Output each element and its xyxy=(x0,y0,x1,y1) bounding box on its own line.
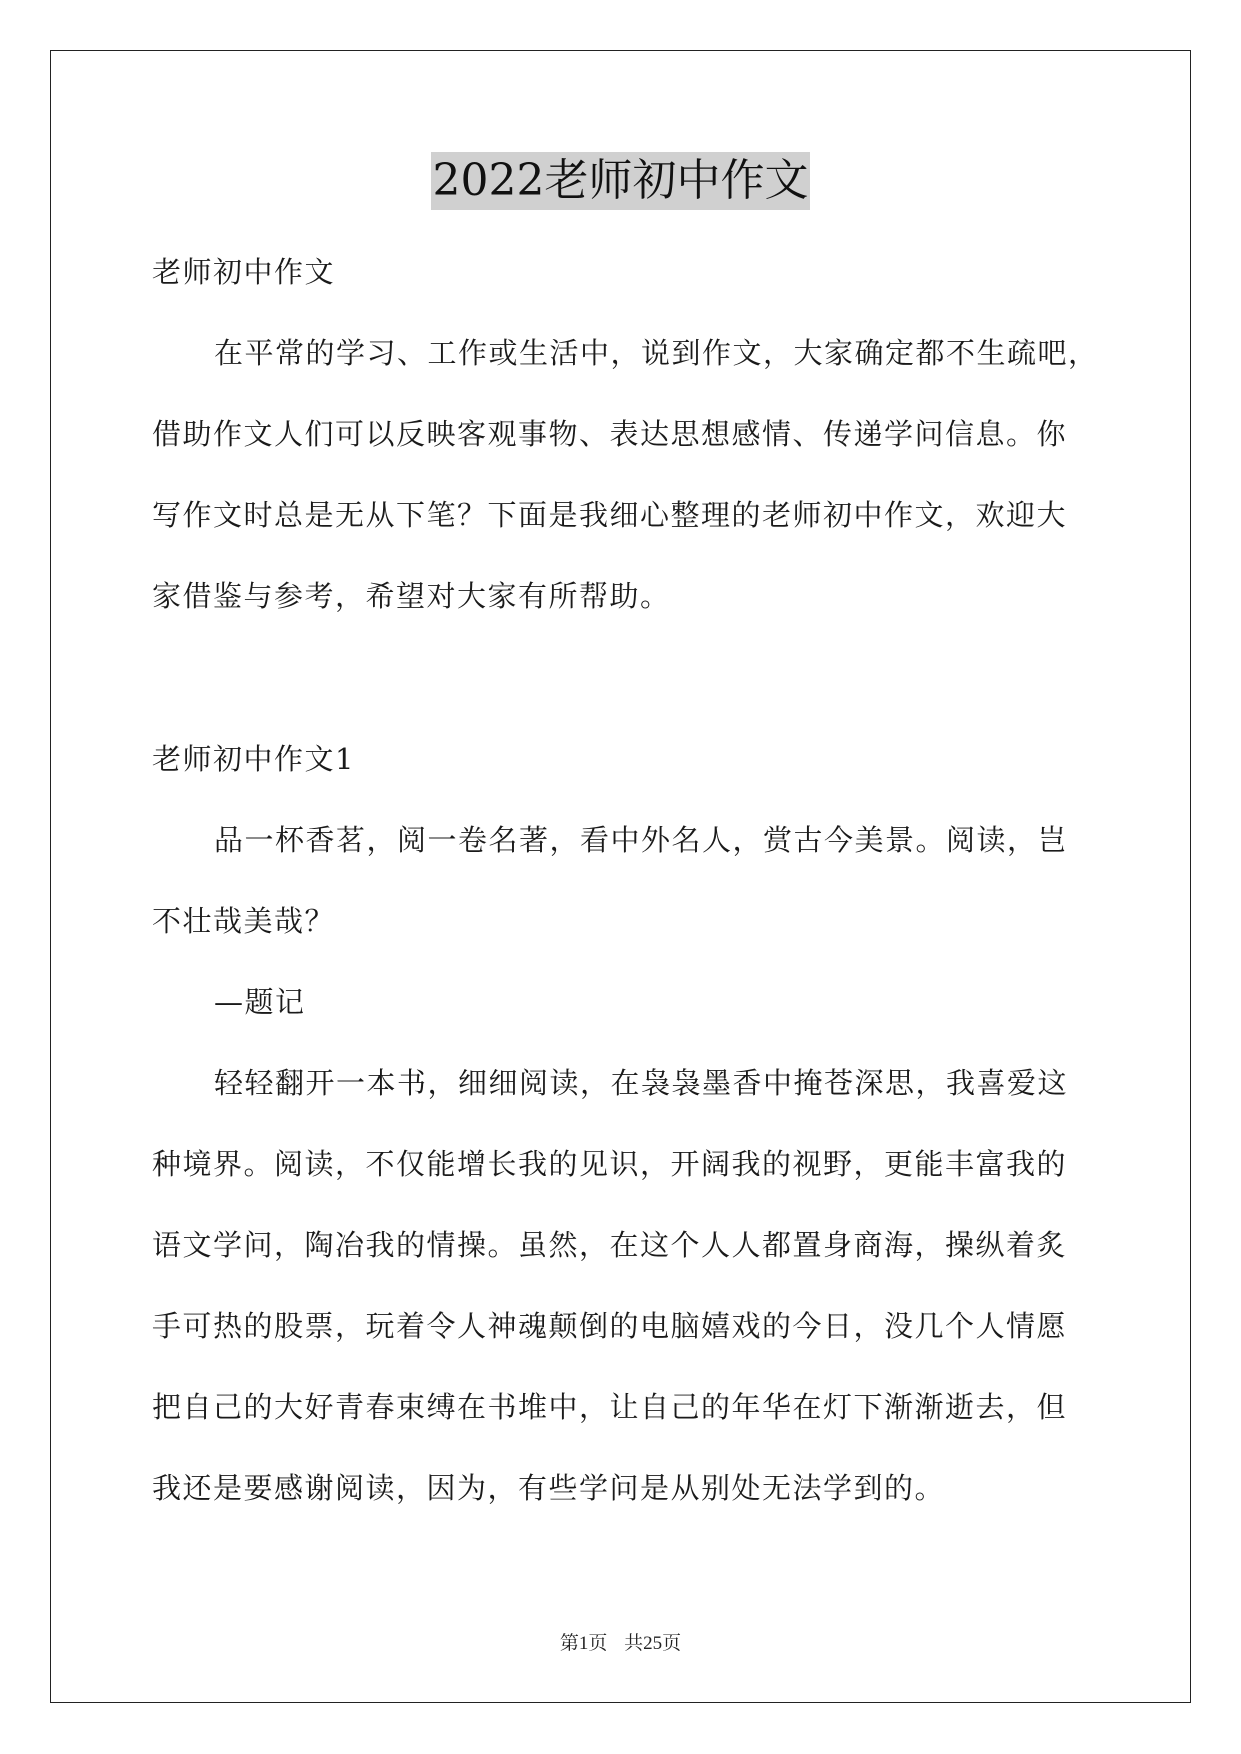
epigraph-attribution: —题记 xyxy=(214,985,306,1019)
paragraph-line: 轻轻翻开一本书，细细阅读，在袅袅墨香中掩苍深思，我喜爱这 xyxy=(214,1066,1069,1100)
section-heading: 老师初中作文 xyxy=(152,255,336,289)
paragraph-line: 家借鉴与参考，希望对大家有所帮助。 xyxy=(152,579,671,613)
title-container xyxy=(0,152,1241,210)
page-footer xyxy=(0,1628,1241,1655)
section-heading: 老师初中作文1 xyxy=(152,742,355,776)
paragraph-line: 借助作文人们可以反映客观事物、表达思想感情、传递学问信息。你 xyxy=(152,417,1068,451)
paragraph-line: 把自己的大好青春束缚在书堆中，让自己的年华在灯下渐渐逝去，但 xyxy=(152,1390,1068,1424)
page-total: 共25页 xyxy=(624,1633,682,1654)
paragraph-line: 种境界。阅读，不仅能增长我的见识，开阔我的视野，更能丰富我的 xyxy=(152,1147,1068,1181)
paragraph-line: 写作文时总是无从下笔？下面是我细心整理的老师初中作文，欢迎大 xyxy=(152,498,1068,532)
page-number: 第1页 xyxy=(559,1633,608,1654)
paragraph-line: 我还是要感谢阅读，因为，有些学问是从别处无法学到的。 xyxy=(152,1471,946,1505)
paragraph-line: 在平常的学习、工作或生活中，说到作文，大家确定都不生疏吧， xyxy=(214,336,1099,370)
paragraph-line: 不壮哉美哉？ xyxy=(152,904,336,938)
paragraph-gap xyxy=(152,637,1092,719)
paragraph-line: 手可热的股票，玩着令人神魂颠倒的电脑嬉戏的今日，没几个人情愿 xyxy=(152,1309,1068,1343)
paragraph-line: 品一杯香茗，阅一卷名著，看中外名人，赏古今美景。阅读，岂 xyxy=(214,823,1069,857)
document-body xyxy=(152,232,1099,1529)
paragraph-line: 语文学问，陶冶我的情操。虽然，在这个人人都置身商海，操纵着炙 xyxy=(152,1228,1068,1262)
document-title: 2022老师初中作文 xyxy=(431,152,811,210)
